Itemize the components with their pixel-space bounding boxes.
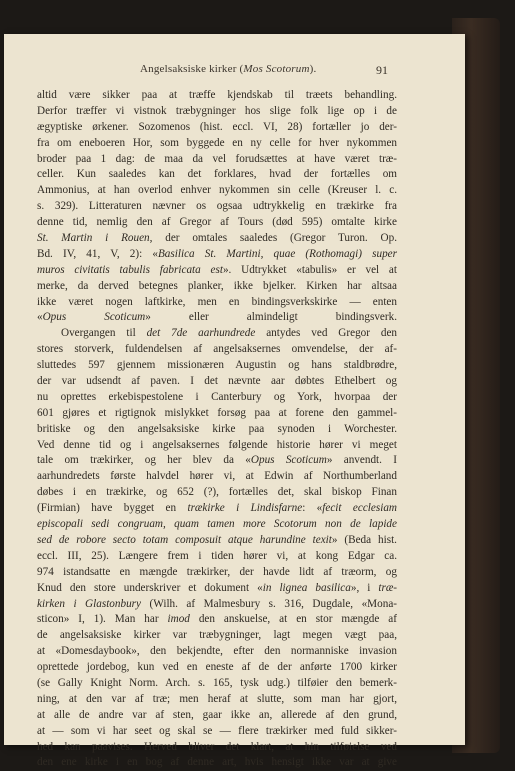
text-span: Ved denne tid og i angelsaksernes følgende historie hører vi meget <box>37 438 397 451</box>
text-span: ikke været nogen laftkirke, men en bindingsverkskirke — enten <box>37 295 397 308</box>
text-line <box>37 104 397 120</box>
header-title-suffix: ). <box>309 63 317 75</box>
text-line <box>37 533 397 549</box>
text-line <box>37 644 397 660</box>
text-span: Bd. IV, 41, V, 2): « <box>37 247 158 260</box>
text-line <box>37 485 397 501</box>
italic-text: sed de robore secto totam composuit atque harundine texit <box>37 533 332 546</box>
text-line <box>37 469 397 485</box>
text-line <box>37 358 397 374</box>
text-span: der omtales saaledes (Gregor Turon. Op. <box>152 232 397 245</box>
text-span: (se Gally Knight Norm. Arch. s. 165, tysk udg.) tilføier den bemerk- <box>37 676 397 689</box>
italic-text: episcopali sedi congruam, quam tamen more Scotorum non de lapide <box>37 518 397 531</box>
text-line <box>37 374 397 390</box>
text-span: fra om eneboeren Hor, som byggede en ny celle for hver nykommen <box>37 136 397 149</box>
italic-text: Opus Scoticum <box>250 454 327 467</box>
text-span: der var udsendt af paven. I det nævnte aar døbtes Ethelbert og <box>37 375 397 388</box>
text-span: døbes i en trækirke, og 652 (?), fortælles det, skal biskop Finan <box>37 486 397 499</box>
text-line <box>37 136 397 152</box>
text-line <box>37 406 397 422</box>
text-span: Ammonius, at han overlod enhver nykommen sin celle (Kreuser l. c. <box>37 184 397 197</box>
text-line <box>37 565 397 581</box>
text-span: Knud den store underskriver et dokument « <box>37 581 263 594</box>
italic-text: træ- <box>378 581 398 594</box>
text-line <box>37 501 397 517</box>
text-span: denne tid, nemlig den af Gregor af Tours (død 595) omtalte kirke <box>37 216 397 229</box>
text-line <box>37 247 397 263</box>
text-span: Overgangen til <box>61 327 147 340</box>
text-span: » (Beda hist. <box>331 533 397 546</box>
text-line <box>37 692 397 708</box>
text-span: stores storverk, fuldendelsen af angelsaksernes omvendelse, der af- <box>37 343 397 356</box>
text-line <box>37 120 397 136</box>
text-line <box>37 279 397 295</box>
italic-text: St. Martin i Rouen, <box>37 232 153 245</box>
text-span: « <box>37 311 43 324</box>
text-line <box>37 390 397 406</box>
text-span: » eller almindeligt bindingsverk. <box>145 311 397 324</box>
italic-text: imod <box>167 613 190 626</box>
text-span: britiske og den angelsaksiske kirke paa synoden i Worchester. <box>37 422 397 435</box>
text-span: », i <box>350 581 379 594</box>
header-title-prefix: Angelsaksiske kirker ( <box>140 63 244 75</box>
text-line <box>37 676 397 692</box>
text-line <box>37 612 397 628</box>
text-line <box>37 167 397 183</box>
italic-text: kirken i Glastonbury <box>37 597 141 610</box>
italic-text: muros civitatis tabulis fabricata est <box>37 263 223 276</box>
text-span: den ene kirke i en bog af denne art, hvis hensigt ikke var at give <box>37 756 397 769</box>
text-span: ning, at den var af træ; men heraf at slutte, som man har gjort, <box>37 692 397 705</box>
running-header <box>4 63 465 79</box>
text-span: celler. Kun saaledes kan det forklares, hvad der fortælles om <box>37 168 397 181</box>
text-span: altid være sikker paa at træffe kjendskab til træets behandling. <box>37 89 397 101</box>
text-line <box>37 199 397 215</box>
text-span: sluttedes 597 gjennem missionæren Augustin og hans staldbrødre, <box>37 359 397 372</box>
text-span: 601 gjøres et rigtignok mislykket forsøg paa at forene den gammel- <box>37 406 397 419</box>
text-span: (Firmian) have bygget en <box>37 502 188 515</box>
text-line <box>37 231 397 247</box>
text-line <box>37 755 397 771</box>
text-line <box>37 660 397 676</box>
text-span: (Wilh. af Malmesbury s. 316, Dugdale, «Mona- <box>141 597 398 610</box>
italic-text: trækirke i Lindisfarne <box>187 502 303 515</box>
text-span: 974 istandsatte en mængde trækirker, der havde lidt af træorm, og <box>37 565 397 578</box>
text-span: at «Domesdaybook», den bekjendte, efter den normanniske invasion <box>37 645 397 658</box>
text-span: oprettede jordebog, kun ved en eneste af de der anførte 1700 kirker <box>37 661 397 674</box>
text-span: aarhundredets første halvdel hører vi, at Edwin af Northumberland <box>37 470 397 483</box>
italic-text: Basilica St. Martini, quae (Rothomagi) super <box>157 247 397 260</box>
text-span: ». Udtrykket «tabulis» er vel at <box>222 263 397 276</box>
text-line <box>37 342 397 358</box>
text-line <box>37 708 397 724</box>
header-title-italic: Mos Scotorum <box>243 63 310 75</box>
text-span: at — som vi har seet og skal se — flere trækirker med fuld sikker- <box>37 724 397 737</box>
text-span: : « <box>302 502 323 515</box>
text-line <box>37 549 397 565</box>
text-span: antydes ved Gregor den <box>255 327 398 340</box>
text-span: hed kan paavises. Herved bliver det klart, at hin tilføielse ved <box>37 740 397 753</box>
text-line <box>37 295 397 311</box>
text-span: den anskuelse, at en stor mængde af <box>189 613 397 626</box>
text-span: » anvendt. I <box>326 454 398 467</box>
italic-text: in lignea basilica <box>262 581 351 594</box>
text-line <box>37 517 397 533</box>
text-span: ægyptiske ørkener. Sozomenos (hist. eccl. VI, 28) fortæller jo der- <box>37 120 397 133</box>
text-line <box>37 88 397 104</box>
page-number: 91 <box>376 63 388 77</box>
text-line <box>37 215 397 231</box>
text-line <box>37 453 397 469</box>
body-text <box>37 88 397 771</box>
book-page <box>4 34 465 769</box>
text-span: tale om trækirker, og her blev da « <box>37 454 251 467</box>
text-line <box>37 263 397 279</box>
text-span: sticon» I, 1). Man har <box>37 613 168 626</box>
text-line <box>37 326 397 342</box>
text-line <box>37 724 397 740</box>
italic-text: fecit ecclesiam <box>322 502 397 515</box>
text-line <box>37 438 397 454</box>
italic-text: Opus Scoticum <box>42 311 146 324</box>
text-span: at alle de andre var af sten, gaar ikke an, allerede af den grund, <box>37 708 397 721</box>
text-line <box>37 422 397 438</box>
italic-text: det 7de aarhundrede <box>146 327 256 340</box>
text-line <box>37 597 397 613</box>
text-span: s. 329). Litteraturen nævner os ogsaa udtrykkelig en trækirke fra <box>37 200 397 213</box>
text-span: broder paa 1 dag: de maa da vel forudsættes at have været træ- <box>37 152 397 165</box>
text-span: nu oprettes erkebispestolene i Canterbury og York, hvorpaa der <box>37 390 397 403</box>
text-line <box>37 581 397 597</box>
text-line <box>37 628 397 644</box>
text-span: merke, da derved betegnes planker, ikke bjelker. Kirken har altsaa <box>37 279 397 292</box>
text-line <box>37 310 397 326</box>
header-title <box>140 63 316 75</box>
text-span: Derfor træffer vi vistnok træbygninger hos slige folk lige op i de <box>37 104 397 117</box>
text-span: eccl. III, 25). Længere frem i tiden hører vi, at kong Edgar ca. <box>37 549 397 562</box>
text-line <box>37 183 397 199</box>
text-span: de angelsaksiske kirker var træbygninger, lagt megen vægt paa, <box>37 629 397 642</box>
text-line <box>37 152 397 168</box>
text-line <box>37 740 397 756</box>
